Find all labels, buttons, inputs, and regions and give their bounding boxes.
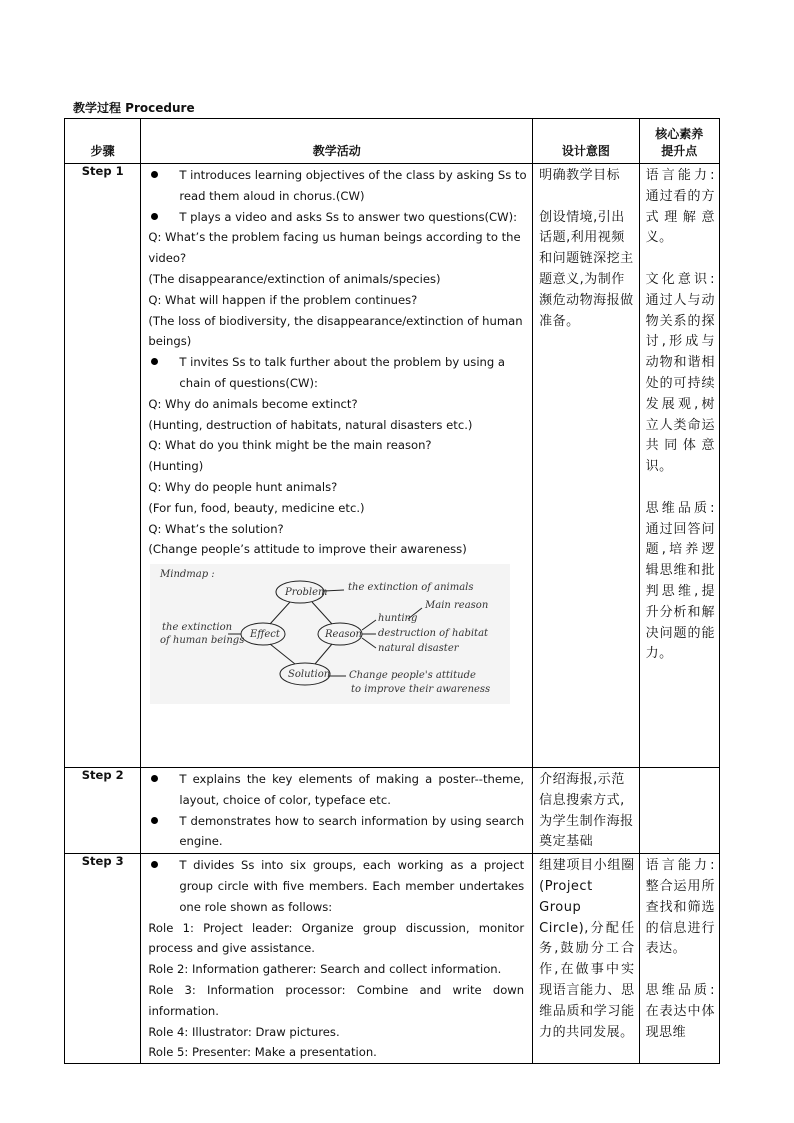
step2-activity-cell [141, 768, 533, 854]
mindmap-diagram [150, 564, 510, 704]
step1-intention-cell [533, 164, 639, 768]
mindmap-node-effect: Effect [250, 629, 281, 641]
step1-a1: (The disappearance/extinction of animals/species) [148, 271, 441, 286]
list-item [148, 855, 524, 917]
step1-a2-line2: beings) [148, 334, 192, 349]
step1-core-p1: 语言能力:通过看的方式理解意义。 [645, 168, 715, 246]
step1-a3: (Hunting, destruction of habitats, natural disasters etc.) [148, 417, 473, 432]
step3-role3: Role 3: Information processor: Combine and write down information. [148, 982, 525, 1018]
step1-q4: Q: What do you think might be the main reason? [148, 438, 432, 453]
list-item [148, 769, 524, 811]
mindmap-main-reason: Main reason [425, 600, 489, 612]
table-row-step3 [65, 854, 720, 1064]
list-item [148, 352, 524, 394]
header-intention: 设计意图 [533, 119, 639, 164]
step3-bullet1: T divides Ss into six groups, each working as a project group circle with five members. Each member undertakes one role shown as follows: [179, 858, 525, 914]
header-activity: 教学活动 [141, 119, 533, 164]
mindmap-solution-note-line1: Change people's attitude [349, 670, 477, 682]
step3-role4: Role 4: Illustrator: Draw pictures. [148, 1024, 340, 1039]
mindmap-effect-note-line2: of human beings [160, 635, 245, 647]
step2-bullet1: T explains the key elements of making a poster--theme, layout, choice of color, typeface etc. [179, 772, 525, 807]
step3-role1: Role 1: Project leader: Organize group discussion, monitor process and give assistance. [148, 920, 525, 956]
mindmap-effect-note-line1: the extinction [162, 622, 233, 634]
procedure-table [64, 118, 720, 1064]
header-core [639, 119, 719, 164]
step1-a6: (Change people’s attitude to improve their awareness) [148, 542, 467, 557]
step3-core-cell [639, 854, 719, 1064]
mindmap-node-problem: Problem [285, 587, 328, 599]
step1-intention-p1: 明确教学目标 [539, 168, 621, 183]
page-heading: 教学过程 Procedure [73, 101, 195, 115]
step1-q6: Q: What’s the solution? [148, 521, 284, 536]
mindmap-solution-note-line2: to improve their awareness [351, 684, 491, 696]
header-core-line1: 核心素养 [655, 127, 704, 141]
step1-core-p3: 思维品质:通过回答问题,培养逻辑思维和批判思维,提升分析和解决问题的能力。 [645, 500, 715, 662]
step1-core-cell [639, 164, 719, 768]
bullet-dot [148, 207, 179, 228]
mindmap-title: Mindmap : [160, 569, 216, 581]
step3-label: Step 3 [65, 854, 141, 1064]
step1-bullet1-line2: read them aloud in chorus.(CW) [179, 188, 365, 203]
table-row-step1 [65, 164, 720, 768]
list-item [148, 165, 527, 207]
step1-intention-p2: 创设情境,引出话题,利用视频和问题链深挖主题意义,为制作濒危动物海报做准备。 [539, 209, 634, 329]
bullet-dot [148, 352, 179, 394]
step1-bullet3-line1: T invites Ss to talk further about the problem by using a [179, 355, 506, 370]
step1-label: Step 1 [65, 164, 141, 768]
bullet-dot [148, 811, 179, 853]
list-item [148, 811, 524, 853]
step2-intention-cell [533, 768, 639, 854]
table-header-row [65, 119, 720, 164]
mindmap-problem-note: the extinction of animals [348, 582, 474, 594]
header-step: 步骤 [65, 119, 141, 164]
step1-activity-cell [141, 164, 533, 768]
step3-core-p2: 思维品质:在表达中体现思维 [645, 982, 715, 1040]
step1-a2-line1: (The loss of biodiversity, the disappearance/extinction of human [148, 313, 523, 328]
step2-core-cell [639, 768, 719, 854]
bullet-dot [148, 165, 179, 207]
step1-q3: Q: Why do animals become extinct? [148, 396, 358, 411]
step1-bullet1-line1: T introduces learning objectives of the class by asking Ss to [179, 168, 527, 182]
step1-a4: (Hunting) [148, 459, 204, 474]
mindmap-reason-habitat: destruction of habitat [378, 628, 489, 640]
step3-intention: 组建项目小组圈 (Project Group Circle),分配任务,鼓励分工合作,在做事中实现语言能力、思维品质和学习能力的共同发展。 [539, 858, 635, 1040]
step3-role5: Role 5: Presenter: Make a presentation. [148, 1045, 377, 1060]
step1-core-p2: 文化意识:通过人与动物关系的探讨,形成与动物和谐相处的可持续发展观,树立人类命运共同体意识。 [645, 271, 715, 475]
bullet-dot [148, 769, 179, 811]
step3-core-p1: 语言能力:整合运用所查找和筛选的信息进行表达。 [645, 858, 715, 957]
header-core-line2: 提升点 [661, 144, 698, 158]
step1-bullet3-line2: chain of questions(CW): [179, 375, 318, 390]
list-item [148, 207, 524, 228]
step3-role2: Role 2: Information gatherer: Search and collect information. [148, 962, 502, 977]
mindmap-reason-disaster: natural disaster [378, 643, 459, 655]
step2-intention: 介绍海报,示范信息搜索方式,为学生制作海报奠定基础 [539, 772, 634, 850]
step1-a5: (For fun, food, beauty, medicine etc.) [148, 500, 365, 515]
step1-q1-line2: video? [148, 251, 187, 266]
step1-q1-line1: Q: What’s the problem facing us human beings according to the [148, 230, 521, 245]
mindmap-node-reason: Reason [325, 629, 363, 641]
step3-intention-cell [533, 854, 639, 1064]
step2-label: Step 2 [65, 768, 141, 854]
table-row-step2 [65, 768, 720, 854]
mindmap-node-solution: Solution [288, 669, 331, 681]
mindmap-reason-hunting: hunting [378, 613, 418, 625]
step3-activity-cell [141, 854, 533, 1064]
step1-q5: Q: Why do people hunt animals? [148, 479, 338, 494]
step1-q2: Q: What will happen if the problem continues? [148, 292, 418, 307]
step2-bullet2: T demonstrates how to search information by using search engine. [179, 813, 525, 849]
bullet-dot [148, 855, 179, 917]
step1-bullet2: T plays a video and asks Ss to answer two questions(CW): [179, 209, 518, 224]
